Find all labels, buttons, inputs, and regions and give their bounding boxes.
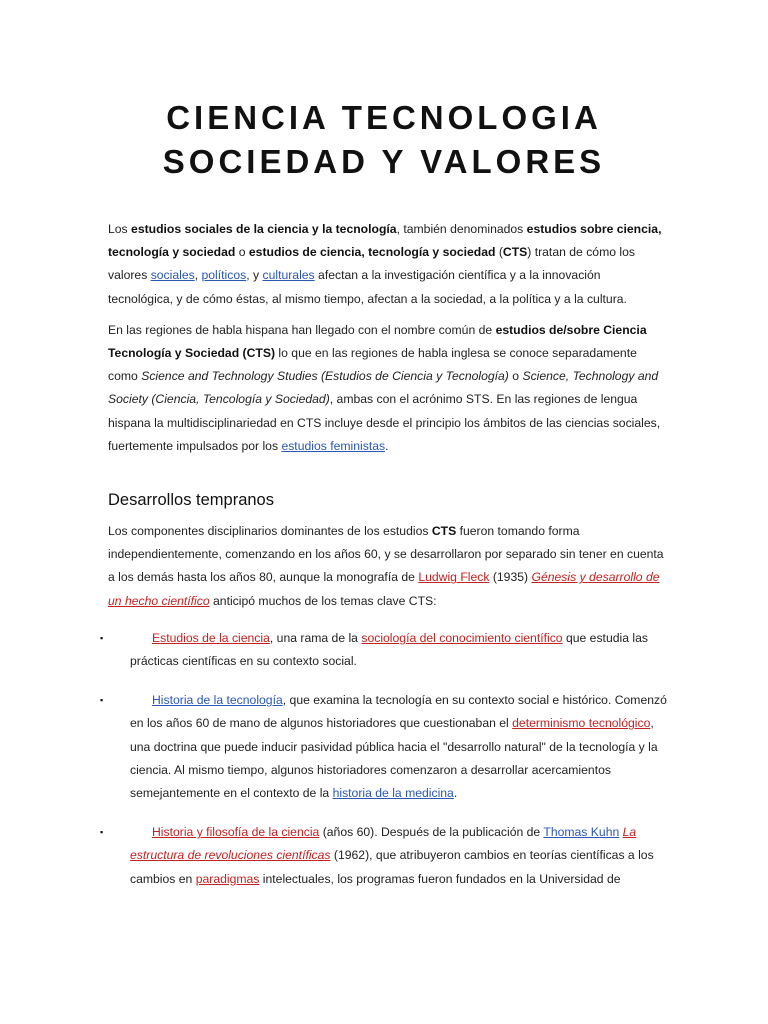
paragraph-early-developments [108,520,668,613]
bold-term: estudios sobre ciencia, tecnología y sociedad [108,222,662,260]
link-sociales[interactable]: sociales [150,268,195,283]
link-thomas-kuhn[interactable]: Thomas Kuhn [543,825,620,840]
link-paradigmas[interactable]: paradigmas [195,871,260,886]
list-item [100,627,668,673]
bullet-icon: ▪ [100,827,104,838]
text-run: lo que en las regiones de habla inglesa se conoce separadamente como [108,346,637,384]
text-run: , una doctrina que puede inducir pasividad pública hacia el "desarrollo natural" de la tecnología y la ciencia. Al mismo tiempo, algunos historiadores comenzaron a desarrollar acercamientos semejantemente en el contexto de la [130,716,658,801]
bold-term: CTS [431,524,457,539]
bullet-icon: ▪ [100,632,104,643]
italic-term: Science and Technology Studies (Estudios de Ciencia y Tecnología) [141,369,509,384]
text-run: En las regiones de habla hispana han llegado con el nombre común de [108,322,496,337]
link-sociologia-conocimiento[interactable]: sociología del conocimiento científico [361,630,563,645]
link-historia-tecnologia[interactable]: Historia de la tecnología [152,693,283,708]
text-run: . [453,786,458,801]
title-line-1: CIENCIA TECNOLOGIA [166,99,602,136]
text-run: anticipó muchos de los temas clave CTS: [209,593,437,608]
link-politicos[interactable]: políticos [201,268,247,283]
text-run: Los componentes disciplinarios dominantes de los estudios [108,524,432,539]
text-run: (1935) [489,570,532,585]
link-estudios-feministas[interactable]: estudios feministas [281,438,386,453]
text-run: ) tratan de cómo los valores [108,245,635,283]
text-run: fueron tomando forma independientemente, comenzando en los años 60, y se desarrollaron por separado sin tener en cuenta a los demás hasta los años 80, aunque la monografía de [108,524,664,585]
text-run: o [508,369,523,384]
link-estudios-de-la-ciencia[interactable]: Estudios de la ciencia [152,630,270,645]
link-culturales[interactable]: culturales [262,268,315,283]
text-run: (años 60). Después de la publicación de [319,825,544,840]
paragraph-intro [108,218,668,311]
text-run: , también denominados [396,222,527,236]
paragraph-hispanic-regions [108,319,668,458]
link-historia-medicina[interactable]: historia de la medicina [332,786,454,801]
bold-term: estudios de ciencia, tecnología y sociedad [248,245,496,260]
list-item [100,821,668,891]
text-run: , [194,268,202,283]
link-determinismo-tecnologico[interactable]: determinismo tecnológico [512,716,651,731]
list-item [100,689,668,805]
bullet-list [100,627,668,891]
link-genesis-desarrollo[interactable]: Génesis y desarrollo de un hecho científico [108,570,660,608]
link-historia-filosofia-ciencia[interactable]: Historia y filosofía de la ciencia [152,825,320,840]
link-ludwig-fleck[interactable]: Ludwig Fleck [418,570,490,585]
text-run: . [385,438,389,453]
italic-term: Science, Technology and Society (Ciencia, Tencología y Sociedad) [108,369,659,407]
text-run: o [235,245,249,260]
page-title [0,96,768,184]
text-run: que estudia las prácticas científicas en su contexto social. [130,630,648,669]
bold-term: estudios de/sobre Ciencia Tecnología y Sociedad (CTS) [108,322,647,361]
text-run: , una rama de la [269,630,362,645]
text-run: Los [108,222,132,236]
text-run: (1962), que atribuyeron cambios en teorías científicas a los cambios en [130,848,654,886]
text-run: , ambas con el acrónimo STS. En las regiones de lengua hispana la multidisciplinariedad en CTS incluye desde el principio los ámbitos de las ciencias sociales, fuertemente impulsados por los [108,392,661,453]
bullet-icon: ▪ [100,695,104,706]
link-estructura-revoluciones[interactable]: La estructura de revoluciones científicas [130,825,637,863]
text-run: ( [495,245,503,260]
document-body [100,218,668,907]
title-line-2: SOCIEDAD Y VALORES [162,143,606,180]
text-run: , y [246,268,263,283]
text-run: afectan a la investigación científica y a la innovación tecnológica, y de cómo éstas, al mismo tiempo, afectan a la sociedad, a la política y a la cultura. [108,268,627,306]
bold-term: estudios sociales de la ciencia y la tecnología [131,222,397,236]
section-heading: Desarrollos tempranos [108,491,274,510]
text-run: , que examina la tecnología en su contexto social e histórico. Comenzó en los años 60 de mano de algunos historiadores que cuestionaban el [130,693,667,731]
bold-term: CTS [502,245,528,260]
text-run: intelectuales, los programas fueron fundados en la Universidad de [259,871,621,886]
